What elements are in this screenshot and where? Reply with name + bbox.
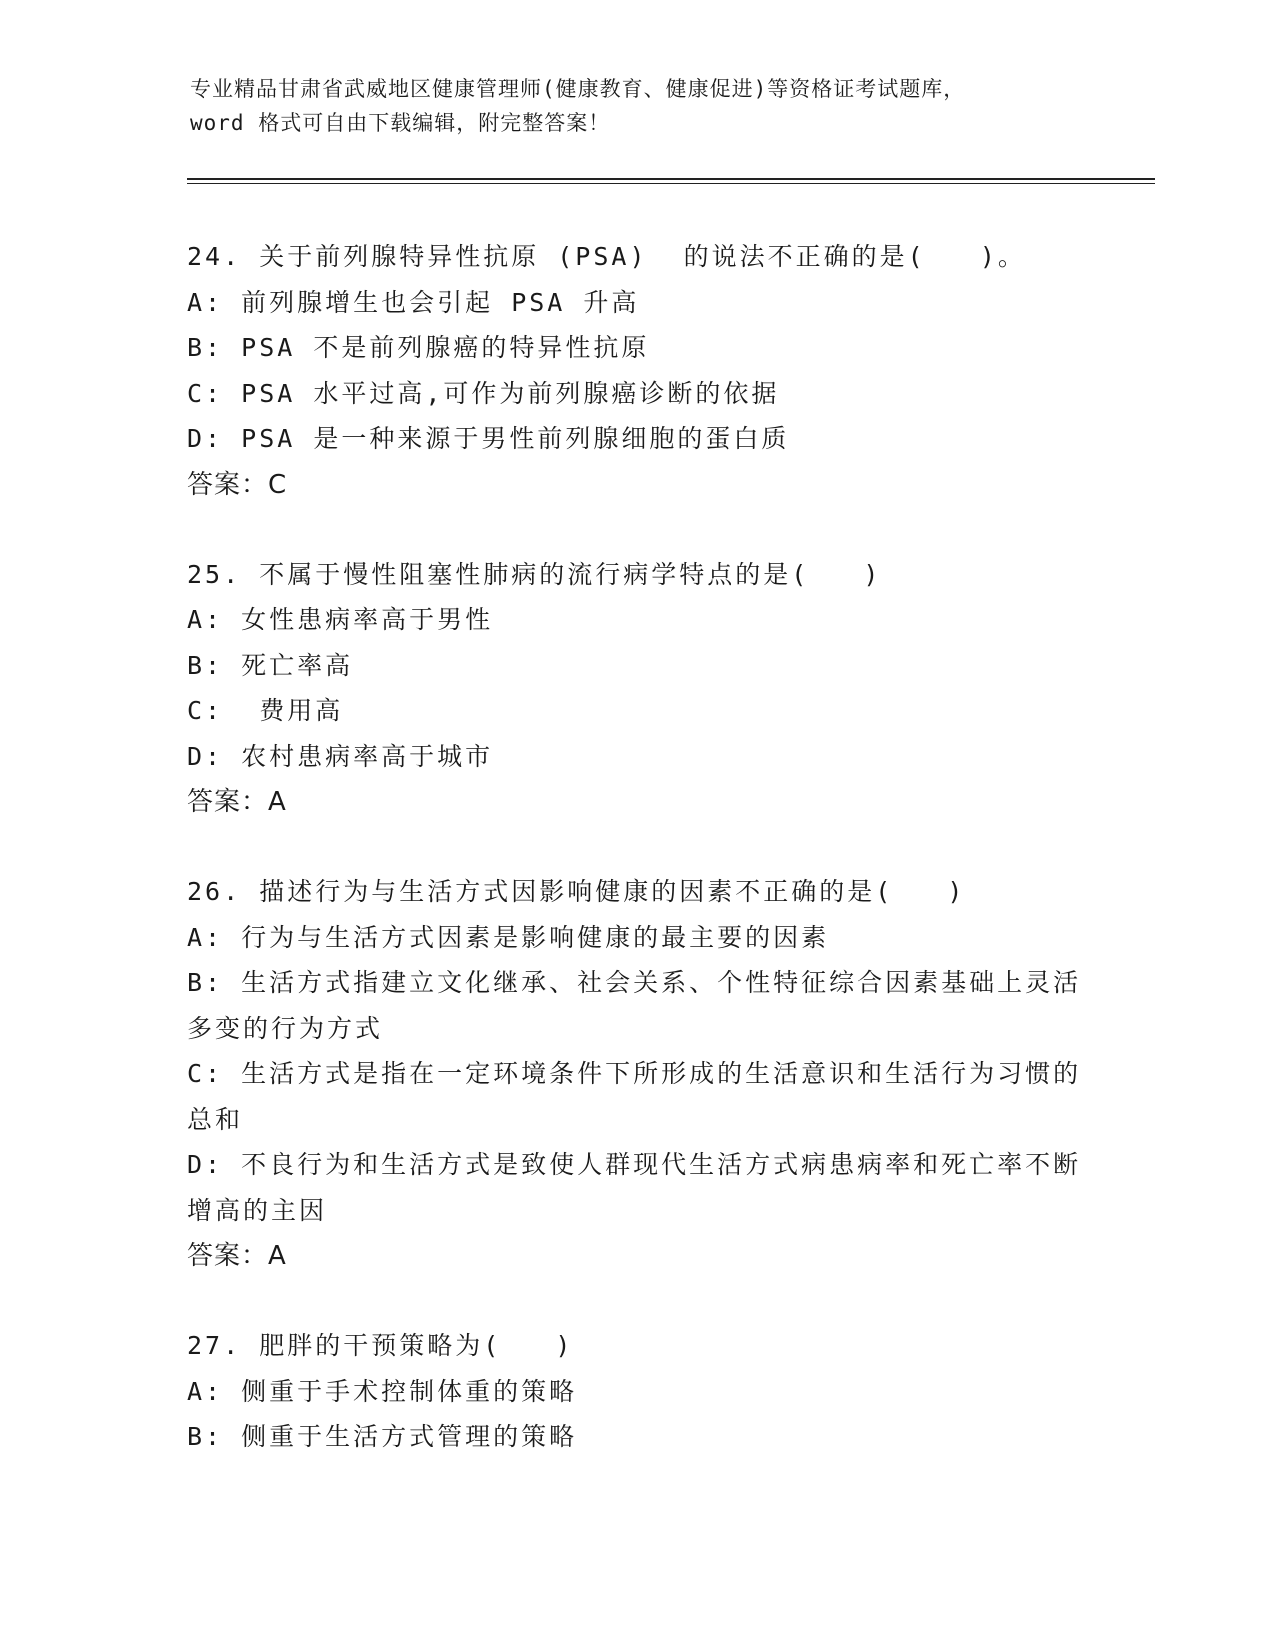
- option-a: A: 前列腺增生也会引起 PSA 升高: [187, 287, 640, 317]
- answer-text: 答案：C: [187, 469, 288, 500]
- question-stem: 27. 肥胖的干预策略为( ): [187, 1331, 574, 1360]
- option-c: C: 费用高: [187, 696, 344, 725]
- option-a: A: 侧重于手术控制体重的策略: [187, 1376, 578, 1406]
- answer-text: 答案：A: [187, 1241, 287, 1271]
- option-d: D: 农村患病率高于城市: [187, 741, 494, 771]
- option-c: C: 生活方式是指在一定环境条件下所形成的生活意识和生活行为习惯的总和: [187, 1059, 1082, 1134]
- option-c: C: PSA 水平过高,可作为前列腺癌诊断的依据: [187, 378, 780, 408]
- question-stem: 24. 关于前列腺特异性抗原 (PSA) 的说法不正确的是( )。: [187, 242, 1026, 271]
- option-b: B: 死亡率高: [187, 650, 354, 680]
- question-stem: 25. 不属于慢性阻塞性肺病的流行病学特点的是( ): [187, 559, 882, 589]
- option-a: A: 女性患病率高于男性: [187, 605, 494, 634]
- question-24: [187, 234, 1087, 508]
- option-d: D: 不良行为和生活方式是致使人群现代生活方式病患病率和死亡率不断增高的主因: [187, 1150, 1082, 1225]
- option-d: D: PSA 是一种来源于男性前列腺细胞的蛋白质: [187, 424, 790, 453]
- page-header: [190, 72, 1110, 140]
- option-b: B: 侧重于生活方式管理的策略: [187, 1422, 578, 1451]
- option-b: B: 生活方式指建立文化继承、社会关系、个性特征综合因素基础上灵活多变的行为方式: [187, 968, 1082, 1043]
- header-title-line2: word 格式可自由下载编辑，附完整答案！: [190, 111, 611, 135]
- question-list: [187, 234, 1087, 1504]
- option-a: A: 行为与生活方式因素是影响健康的最主要的因素: [187, 922, 830, 952]
- header-title-line1: 专业精品甘肃省武威地区健康管理师(健康教育、健康促进)等资格证考试题库，: [190, 77, 966, 101]
- question-stem: 26. 描述行为与生活方式因影响健康的因素不正确的是( ): [187, 877, 966, 906]
- question-27: [187, 1323, 1087, 1460]
- option-b: B: PSA 不是前列腺癌的特异性抗原: [187, 333, 650, 362]
- header-divider: [187, 178, 1155, 184]
- question-25: [187, 552, 1087, 826]
- question-26: [187, 869, 1087, 1279]
- answer-text: 答案：A: [187, 787, 287, 817]
